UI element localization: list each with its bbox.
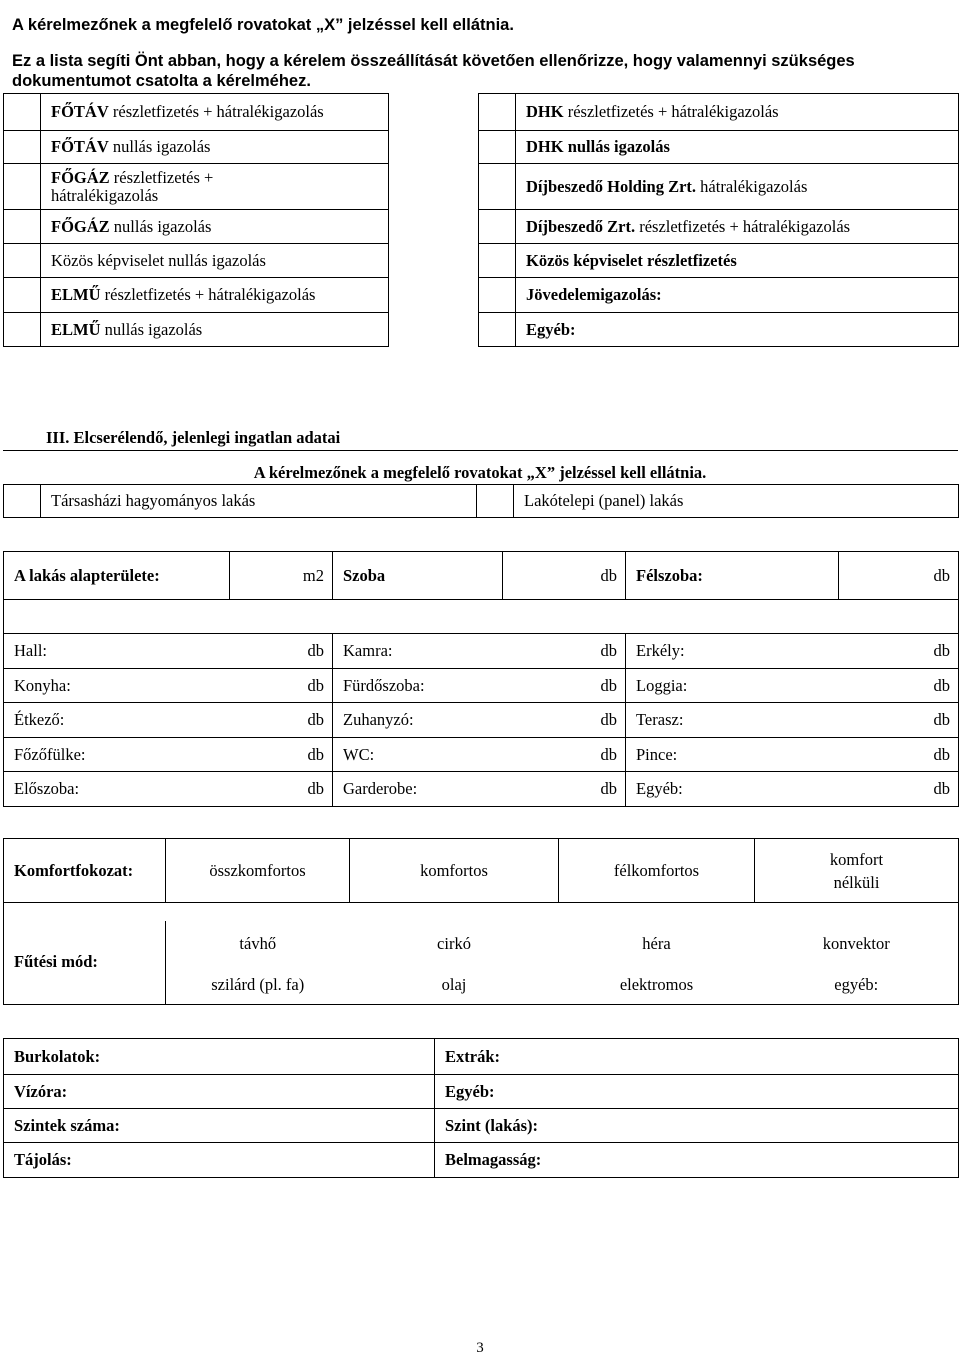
checkbox[interactable] [4, 131, 41, 164]
checkbox[interactable] [479, 164, 516, 210]
heating-option[interactable]: szilárd (pl. fa) [166, 967, 350, 1005]
heating-option[interactable]: héra [642, 933, 671, 953]
checkbox[interactable] [4, 164, 41, 210]
checklist-item: DHK részletfizetés + hátralékigazolás [516, 94, 959, 131]
intro-text-2: dokumentumot csatolta a kérelméhez. [12, 72, 311, 90]
checklist-table [3, 93, 959, 347]
comfort-option[interactable]: félkomfortos [559, 839, 755, 903]
szoba-unit[interactable]: db [503, 552, 626, 600]
rooms-table [3, 551, 959, 807]
heating-option[interactable]: konvektor [755, 921, 959, 967]
table-row: Főzőfülke: db WC: db Pince: db [4, 738, 959, 772]
intro-text-1: Ez a lista segíti Önt abban, hogy a kérelem összeállítását követően ellenőrizze, hogy valamennyi szükséges [12, 52, 855, 70]
comfort-label: Komfortfokozat: [4, 839, 166, 903]
checklist-item: DHK nullás igazolás [516, 131, 959, 164]
comfort-option[interactable]: komfortos [350, 839, 559, 903]
checklist-item: Díjbeszedő Holding Zrt. hátralékigazolás [516, 164, 959, 210]
checkbox[interactable] [479, 94, 516, 131]
checkbox[interactable] [4, 210, 41, 244]
property-type-tarsashazi: Társasházi hagyományos lakás [41, 485, 477, 518]
extras-field[interactable]: Vízóra: [4, 1075, 435, 1109]
heating-option[interactable]: távhő [239, 933, 277, 953]
checkbox[interactable] [4, 278, 41, 313]
checklist-item: FŐGÁZ részletfizetés + hátralékigazolás [41, 164, 389, 210]
table-row: Konyha: db Fürdőszoba: db Loggia: db [4, 669, 959, 703]
area-label: A lakás alapterülete: [4, 552, 230, 600]
page-number: 3 [476, 1340, 484, 1356]
heating-label: Fűtési mód: [4, 921, 166, 1005]
section-instruction: A kérelmezőnek a megfelelő rovatokat „X” jelzéssel kell ellátnia. [253, 463, 707, 482]
checkbox[interactable] [479, 278, 516, 313]
comfort-option[interactable]: összkomfortos [166, 839, 350, 903]
extras-field[interactable]: Szintek száma: [4, 1109, 435, 1143]
table-row: Előszoba: db Garderobe: db Egyéb: db [4, 772, 959, 807]
szoba-label: Szoba [333, 552, 503, 600]
comfort-option[interactable]: komfort nélküli [755, 839, 959, 903]
checkbox-tarsashazi[interactable] [4, 485, 41, 518]
checkbox[interactable] [479, 244, 516, 278]
spacer-row [4, 600, 959, 634]
checkbox[interactable] [4, 313, 41, 347]
checkbox[interactable] [4, 244, 41, 278]
comfort-heating-table [3, 838, 959, 1005]
checklist-item: FŐGÁZ nullás igazolás [41, 210, 389, 244]
checklist-item: FŐTÁV nullás igazolás [41, 131, 389, 164]
table-row: Hall: db Kamra: db Erkély: db [4, 634, 959, 669]
checklist-item: Jövedelemigazolás: [516, 278, 959, 313]
intro-instruction: A kérelmezőnek a megfelelő rovatokat „X” jelzéssel kell ellátnia. [12, 16, 514, 34]
checklist-item: ELMŰ nullás igazolás [41, 313, 389, 347]
heating-option[interactable]: cirkó [437, 933, 471, 953]
property-type-lakotelepi: Lakótelepi (panel) lakás [514, 485, 959, 518]
checklist-item: Díjbeszedő Zrt. részletfizetés + hátralékigazolás [516, 210, 959, 244]
felszoba-label: Félszoba: [626, 552, 839, 600]
checkbox[interactable] [4, 94, 41, 131]
checklist-item: ELMŰ részletfizetés + hátralékigazolás [41, 278, 389, 313]
extras-table [3, 1038, 959, 1178]
checkbox[interactable] [479, 210, 516, 244]
extras-field[interactable]: Szint (lakás): [435, 1109, 959, 1143]
checklist-item: Közös képviselet nullás igazolás [41, 244, 389, 278]
extras-field[interactable]: Egyéb: [435, 1075, 959, 1109]
extras-field[interactable]: Extrák: [435, 1039, 959, 1075]
heating-option[interactable]: egyéb: [755, 967, 959, 1005]
heating-option[interactable]: olaj [350, 967, 559, 1005]
property-type-table [3, 484, 959, 518]
felszoba-unit[interactable]: db [839, 552, 959, 600]
area-unit[interactable]: m2 [230, 552, 333, 600]
checklist-item: FŐTÁV részletfizetés + hátralékigazolás [41, 94, 389, 131]
table-row: Étkező: db Zuhanyzó: db Terasz: db [4, 703, 959, 738]
heating-option[interactable]: elektromos [559, 967, 755, 1005]
checkbox[interactable] [479, 131, 516, 164]
checkbox[interactable] [479, 313, 516, 347]
extras-field[interactable]: Burkolatok: [4, 1039, 435, 1075]
extras-field[interactable]: Tájolás: [4, 1143, 435, 1178]
checkbox-lakotelepi[interactable] [477, 485, 514, 518]
extras-field[interactable]: Belmagasság: [435, 1143, 959, 1178]
checklist-item: Közös képviselet részletfizetés [516, 244, 959, 278]
section-title: III. Elcserélendő, jelenlegi ingatlan adatai [46, 428, 341, 447]
checklist-item: Egyéb: [516, 313, 959, 347]
